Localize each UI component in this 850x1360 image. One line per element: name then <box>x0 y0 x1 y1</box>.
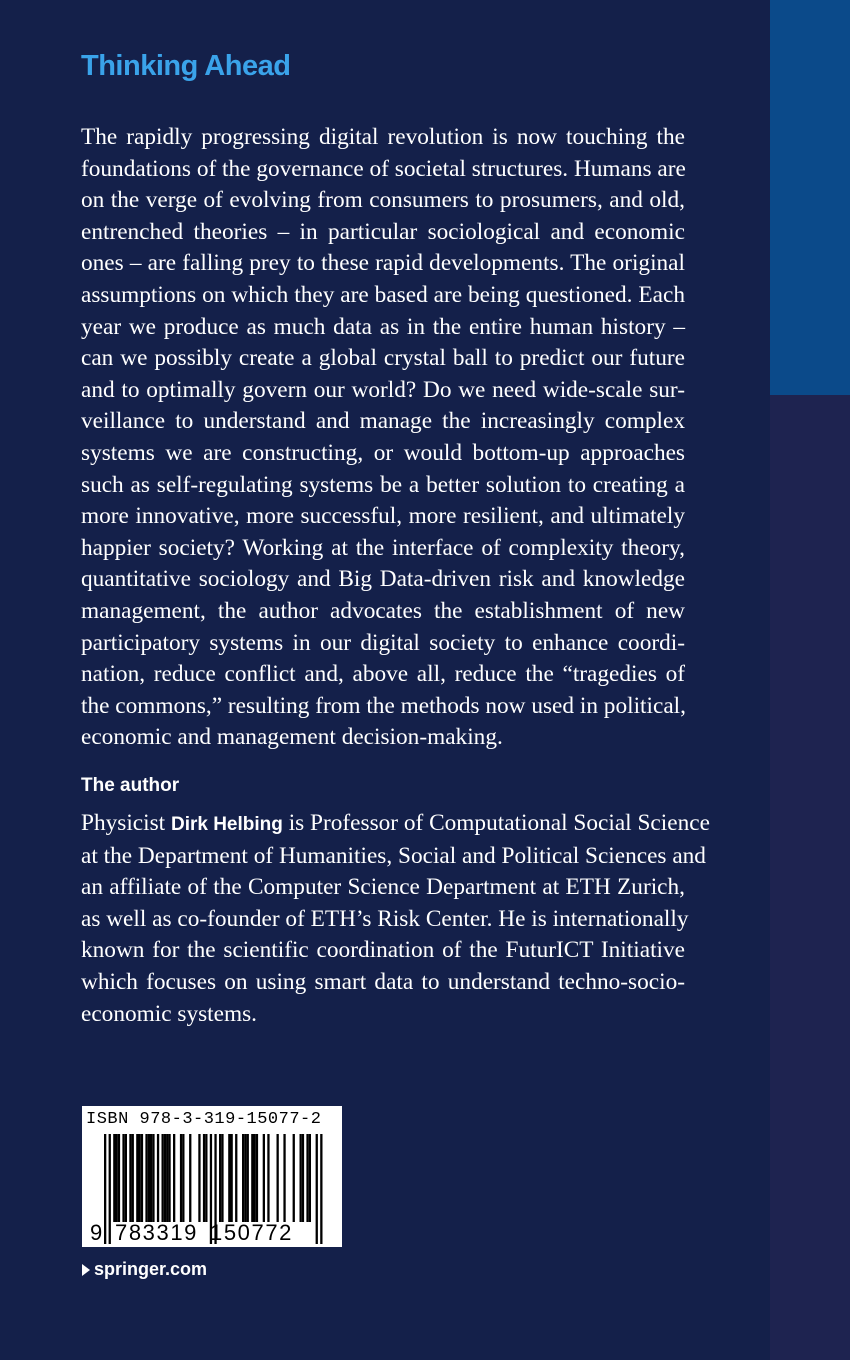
barcode-bar <box>256 1134 258 1222</box>
barcode-bar <box>141 1134 143 1222</box>
isbn-text: ISBN 978-3-319-15077-2 <box>86 1110 322 1129</box>
barcode-bar <box>109 1134 111 1244</box>
barcode-bar <box>136 1134 138 1222</box>
barcode-bar <box>309 1134 311 1222</box>
barcode-bar <box>150 1134 152 1222</box>
barcode-bar <box>293 1134 295 1222</box>
arrow-right-icon <box>82 1264 90 1276</box>
bio-prefix: Physicist <box>81 810 171 836</box>
barcode-bar <box>231 1134 233 1222</box>
bio-line: as well as co-founder of ETH’s Risk Center. He is internationally <box>81 905 689 932</box>
barcode-bar <box>104 1134 106 1244</box>
blurb-line: participatory systems in our digital society to enhance coordi- <box>81 629 685 656</box>
barcode-bar <box>148 1134 150 1222</box>
ean-right-group: 150772 <box>210 1220 294 1245</box>
publisher-url: springer.com <box>94 1259 208 1279</box>
blurb-line: quantitative sociology and Big Data-driven risk and knowledge <box>81 566 685 593</box>
barcode-bar <box>164 1134 166 1222</box>
barcode-bar <box>320 1134 322 1244</box>
barcode-bar <box>173 1134 175 1222</box>
author-bio <box>81 808 710 1030</box>
blurb-line: systems we are constructing, or would bottom-up approaches <box>81 439 685 466</box>
barcode-bar <box>277 1134 279 1222</box>
blurb-line: can we possibly create a global crystal ball to predict our future <box>81 345 685 372</box>
barcode-bar <box>267 1134 269 1222</box>
blurb-line: economic and management decision-making. <box>81 724 503 751</box>
bio-line: economic systems. <box>81 1000 257 1027</box>
blurb-line: happier society? Working at the interface of complexity theory, <box>81 534 685 561</box>
blurb-line: The rapidly progressing digital revolution is now touching the <box>81 124 685 150</box>
barcode-bar <box>113 1134 115 1222</box>
book-title: Thinking Ahead <box>81 50 291 82</box>
barcode-bar <box>198 1134 200 1222</box>
blurb-line: ones – are falling prey to these rapid developments. The original <box>81 250 685 277</box>
book-blurb <box>81 122 685 754</box>
blurb-line: management, the author advocates the establishment of new <box>81 597 685 624</box>
barcode-bar <box>122 1134 124 1222</box>
blurb-line: more innovative, more successful, more resilient, and ultimately <box>81 503 685 530</box>
bio-line <box>81 808 710 841</box>
ean-left-group: 783319 <box>115 1220 199 1245</box>
author-name: Dirk Helbing <box>170 814 283 835</box>
barcode-bar <box>189 1134 191 1222</box>
barcode-bar <box>254 1134 256 1222</box>
bio-line: an affiliate of the Computer Science Department at ETH Zurich, <box>81 874 685 901</box>
barcode-bar <box>219 1134 221 1222</box>
spine-top-band <box>770 0 850 395</box>
blurb-line: on the verge of evolving from consumers to prosumers, and old, <box>81 187 685 214</box>
barcode-bar <box>205 1134 207 1222</box>
barcode-bar <box>166 1134 168 1222</box>
bio-first-line-rest: is Professor of Computational Social Science <box>282 810 710 836</box>
barcode-bar <box>118 1134 120 1222</box>
barcode-bar <box>251 1134 253 1222</box>
barcode-bar <box>235 1134 237 1222</box>
blurb-line: entrenched theories – in particular sociological and economic <box>81 218 685 245</box>
bio-line: known for the scientific coordination of the FuturICT Initiative <box>81 937 685 964</box>
barcode-bar <box>145 1134 147 1222</box>
author-heading: The author <box>81 775 180 796</box>
barcode-bar <box>152 1134 154 1222</box>
barcode-bar <box>132 1134 134 1222</box>
blurb-line: veillance to understand and manage the increasingly complex <box>81 408 685 435</box>
barcode-bar <box>168 1134 170 1222</box>
publisher-link[interactable] <box>82 1259 207 1280</box>
barcode-bar <box>316 1134 318 1244</box>
barcode-bar <box>242 1134 244 1222</box>
barcode-bar <box>182 1134 184 1222</box>
spine-bottom-band <box>770 395 850 1360</box>
barcode-bar <box>221 1134 223 1222</box>
blurb-line: foundations of the governance of societal structures. Humans are <box>81 155 686 182</box>
barcode-bar <box>129 1134 131 1222</box>
barcode-bar <box>162 1134 164 1222</box>
blurb-line: nation, reduce conflict and, above all, reduce the “tragedies of <box>81 661 685 688</box>
barcode-bar <box>125 1134 127 1222</box>
barcode-bar <box>139 1134 141 1222</box>
barcode-bar <box>180 1134 182 1222</box>
barcode-bar <box>263 1134 265 1222</box>
blurb-line: year we produce as much data as in the entire human history – <box>81 313 685 340</box>
barcode-bar <box>283 1134 285 1222</box>
bio-line: at the Department of Humanities, Social and Political Sciences and <box>81 842 706 869</box>
barcode-bar <box>244 1134 246 1222</box>
ean-first-digit: 9 <box>90 1220 103 1245</box>
barcode-bar <box>116 1134 118 1222</box>
barcode-bar <box>247 1134 249 1222</box>
barcode-bar <box>157 1134 159 1222</box>
blurb-line: assumptions on which they are based are being questioned. Each <box>81 281 685 308</box>
bio-line: which focuses on using smart data to understand techno-socio- <box>81 968 685 995</box>
blurb-line: such as self-regulating systems be a better solution to creating a <box>81 471 685 498</box>
barcode-bar <box>302 1134 304 1222</box>
barcode-bar <box>300 1134 302 1222</box>
blurb-line: the commons,” resulting from the methods now used in political, <box>81 692 686 719</box>
barcode-bar <box>306 1134 308 1222</box>
blurb-line: and to optimally govern our world? Do we need wide-scale sur- <box>81 376 685 403</box>
barcode-bar <box>203 1134 205 1222</box>
barcode-bar <box>228 1134 230 1222</box>
